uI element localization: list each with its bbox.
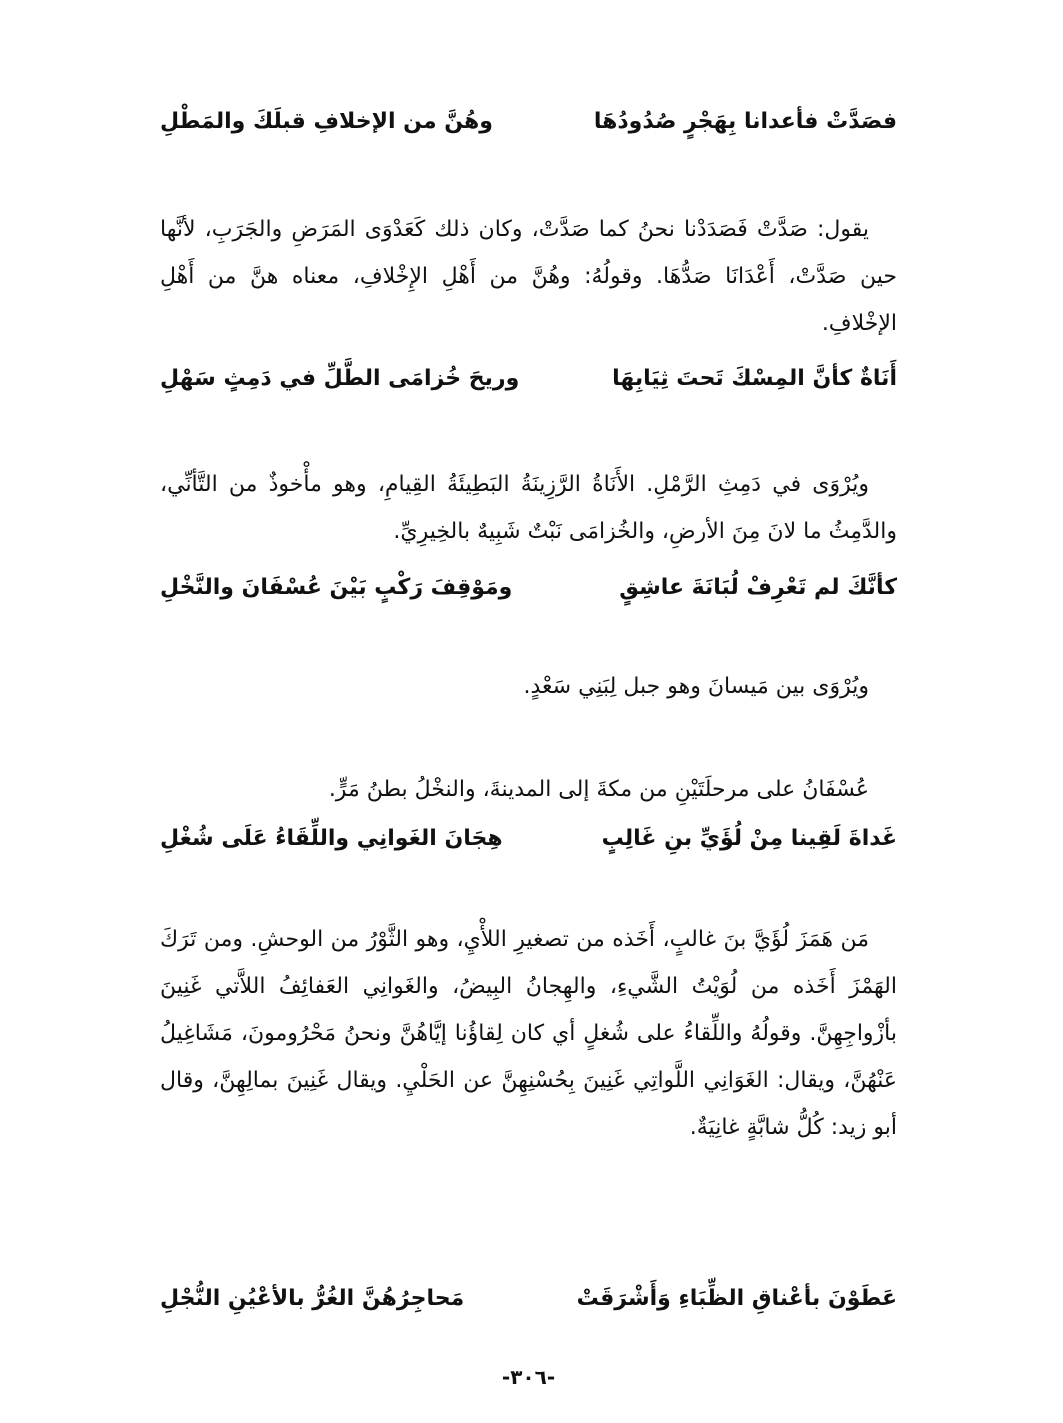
verse-line: [160, 817, 897, 861]
page-number: -٣٠٦-: [501, 1365, 556, 1389]
verse-first-hemistich: فصَدَّتْ فأعدانا بِهَجْرٍ صُدُودُهَا: [593, 109, 897, 134]
verse-second-hemistich: ومَوْقِفَ رَكْبٍ بَيْنَ عُسْفَانَ والنَّخْلِ: [160, 575, 513, 600]
verse-second-hemistich: هِجَانَ الغَوانِي واللِّقَاءُ عَلَى شُغْلِ: [160, 826, 503, 851]
book-page: [160, 0, 897, 1423]
commentary-paragraph: ويُرْوَى في دَمِثِ الرَّمْلِ. الأَنَاةُ الرَّزِينَةُ البَطِيئَةُ القِيامِ، وهو مأْخوذٌ من التَّأنِّي، والدَّمِثُ ما لانَ مِنَ الأرضِ، والخُزامَى نَبْتٌ شَبِيهٌ بالخِيرِيِّ.: [160, 472, 897, 544]
verse-line: [160, 1277, 897, 1321]
verse-second-hemistich: وريحَ خُزامَى الطَّلِّ في دَمِثٍ سَهْلِ: [160, 366, 520, 391]
commentary-paragraph: ويُرْوَى بين مَيسانَ وهو جبل لِبَنِي سَعْدٍ.: [523, 674, 869, 699]
verse-line: [160, 357, 897, 401]
commentary-paragraph: يقول: صَدَّتْ فَصَدَدْنا نحنُ كما صَدَّتْ، وكان ذلك كَعَدْوَى المَرَضِ والجَرَبِ، لأنَّها حين صَدَّتْ، أَعْدَانَا صَدُّهَا. وقولُهُ: وهُنَّ من أَهْلِ الإِخْلافِ، معناه هنَّ من أَهْلِ الإخْلافِ.: [160, 217, 897, 336]
verse-line: [160, 566, 897, 610]
verse-first-hemistich: أَنَاةٌ كأنَّ المِسْكَ تَحتَ ثِيَابِهَا: [612, 366, 897, 391]
verse-second-hemistich: مَحاجِرُهُنَّ الغُرُّ بالأعْيُنِ النُّجْلِ: [160, 1286, 465, 1311]
commentary-paragraph: مَن هَمَزَ لُؤَيَّ بنَ غالبٍ، أَخَذه من تصغيرِ اللأْيِ، وهو الثَّوْرُ من الوحشِ. ومن تَرَكَ الهَمْزَ أَخَذه من لُوَيْتُ الشَّيءِ، والهِجانُ البِيضُ، والغَوانِي العَفائِفُ اللاَّتي غَنِينَ بأزْواجِهِنَّ. وقولُهُ واللِّقاءُ على شُغلٍ أي كان لِقاؤُنا إيَّاهُنَّ ونحنُ مَحْرُومونَ، مَشَاغِيلُ عَنْهُنَّ، ويقال: الغَوَانِي اللَّواتِي غَنِينَ بِحُسْنِهِنَّ عن الحَلْيِ. ويقال غَنِينَ بمالِهِنَّ، وقال أبو زيد: كُلُّ شابَّةٍ غانِيَةٌ.: [160, 927, 897, 1140]
commentary-paragraph: عُسْفَانُ على مرحلَتَيْنِ من مكةَ إلى المدينةَ، والنخْلُ بطنُ مَرٍّ.: [328, 777, 869, 802]
verse-first-hemistich: غَداةَ لَقِينا مِنْ لُؤَيِّ بنِ غَالِبٍ: [601, 826, 897, 851]
verse-line: [160, 100, 897, 144]
verse-first-hemistich: عَطَوْنَ بأعْناقِ الظِّبَاءِ وَأَشْرَقَتْ: [576, 1286, 897, 1311]
verse-first-hemistich: كأنَّكَ لم تَعْرِفْ لُبَانَةَ عاشِقٍ: [619, 575, 897, 600]
verse-second-hemistich: وهُنَّ من الإخلافِ قبلَكَ والمَطْلِ: [160, 109, 493, 134]
